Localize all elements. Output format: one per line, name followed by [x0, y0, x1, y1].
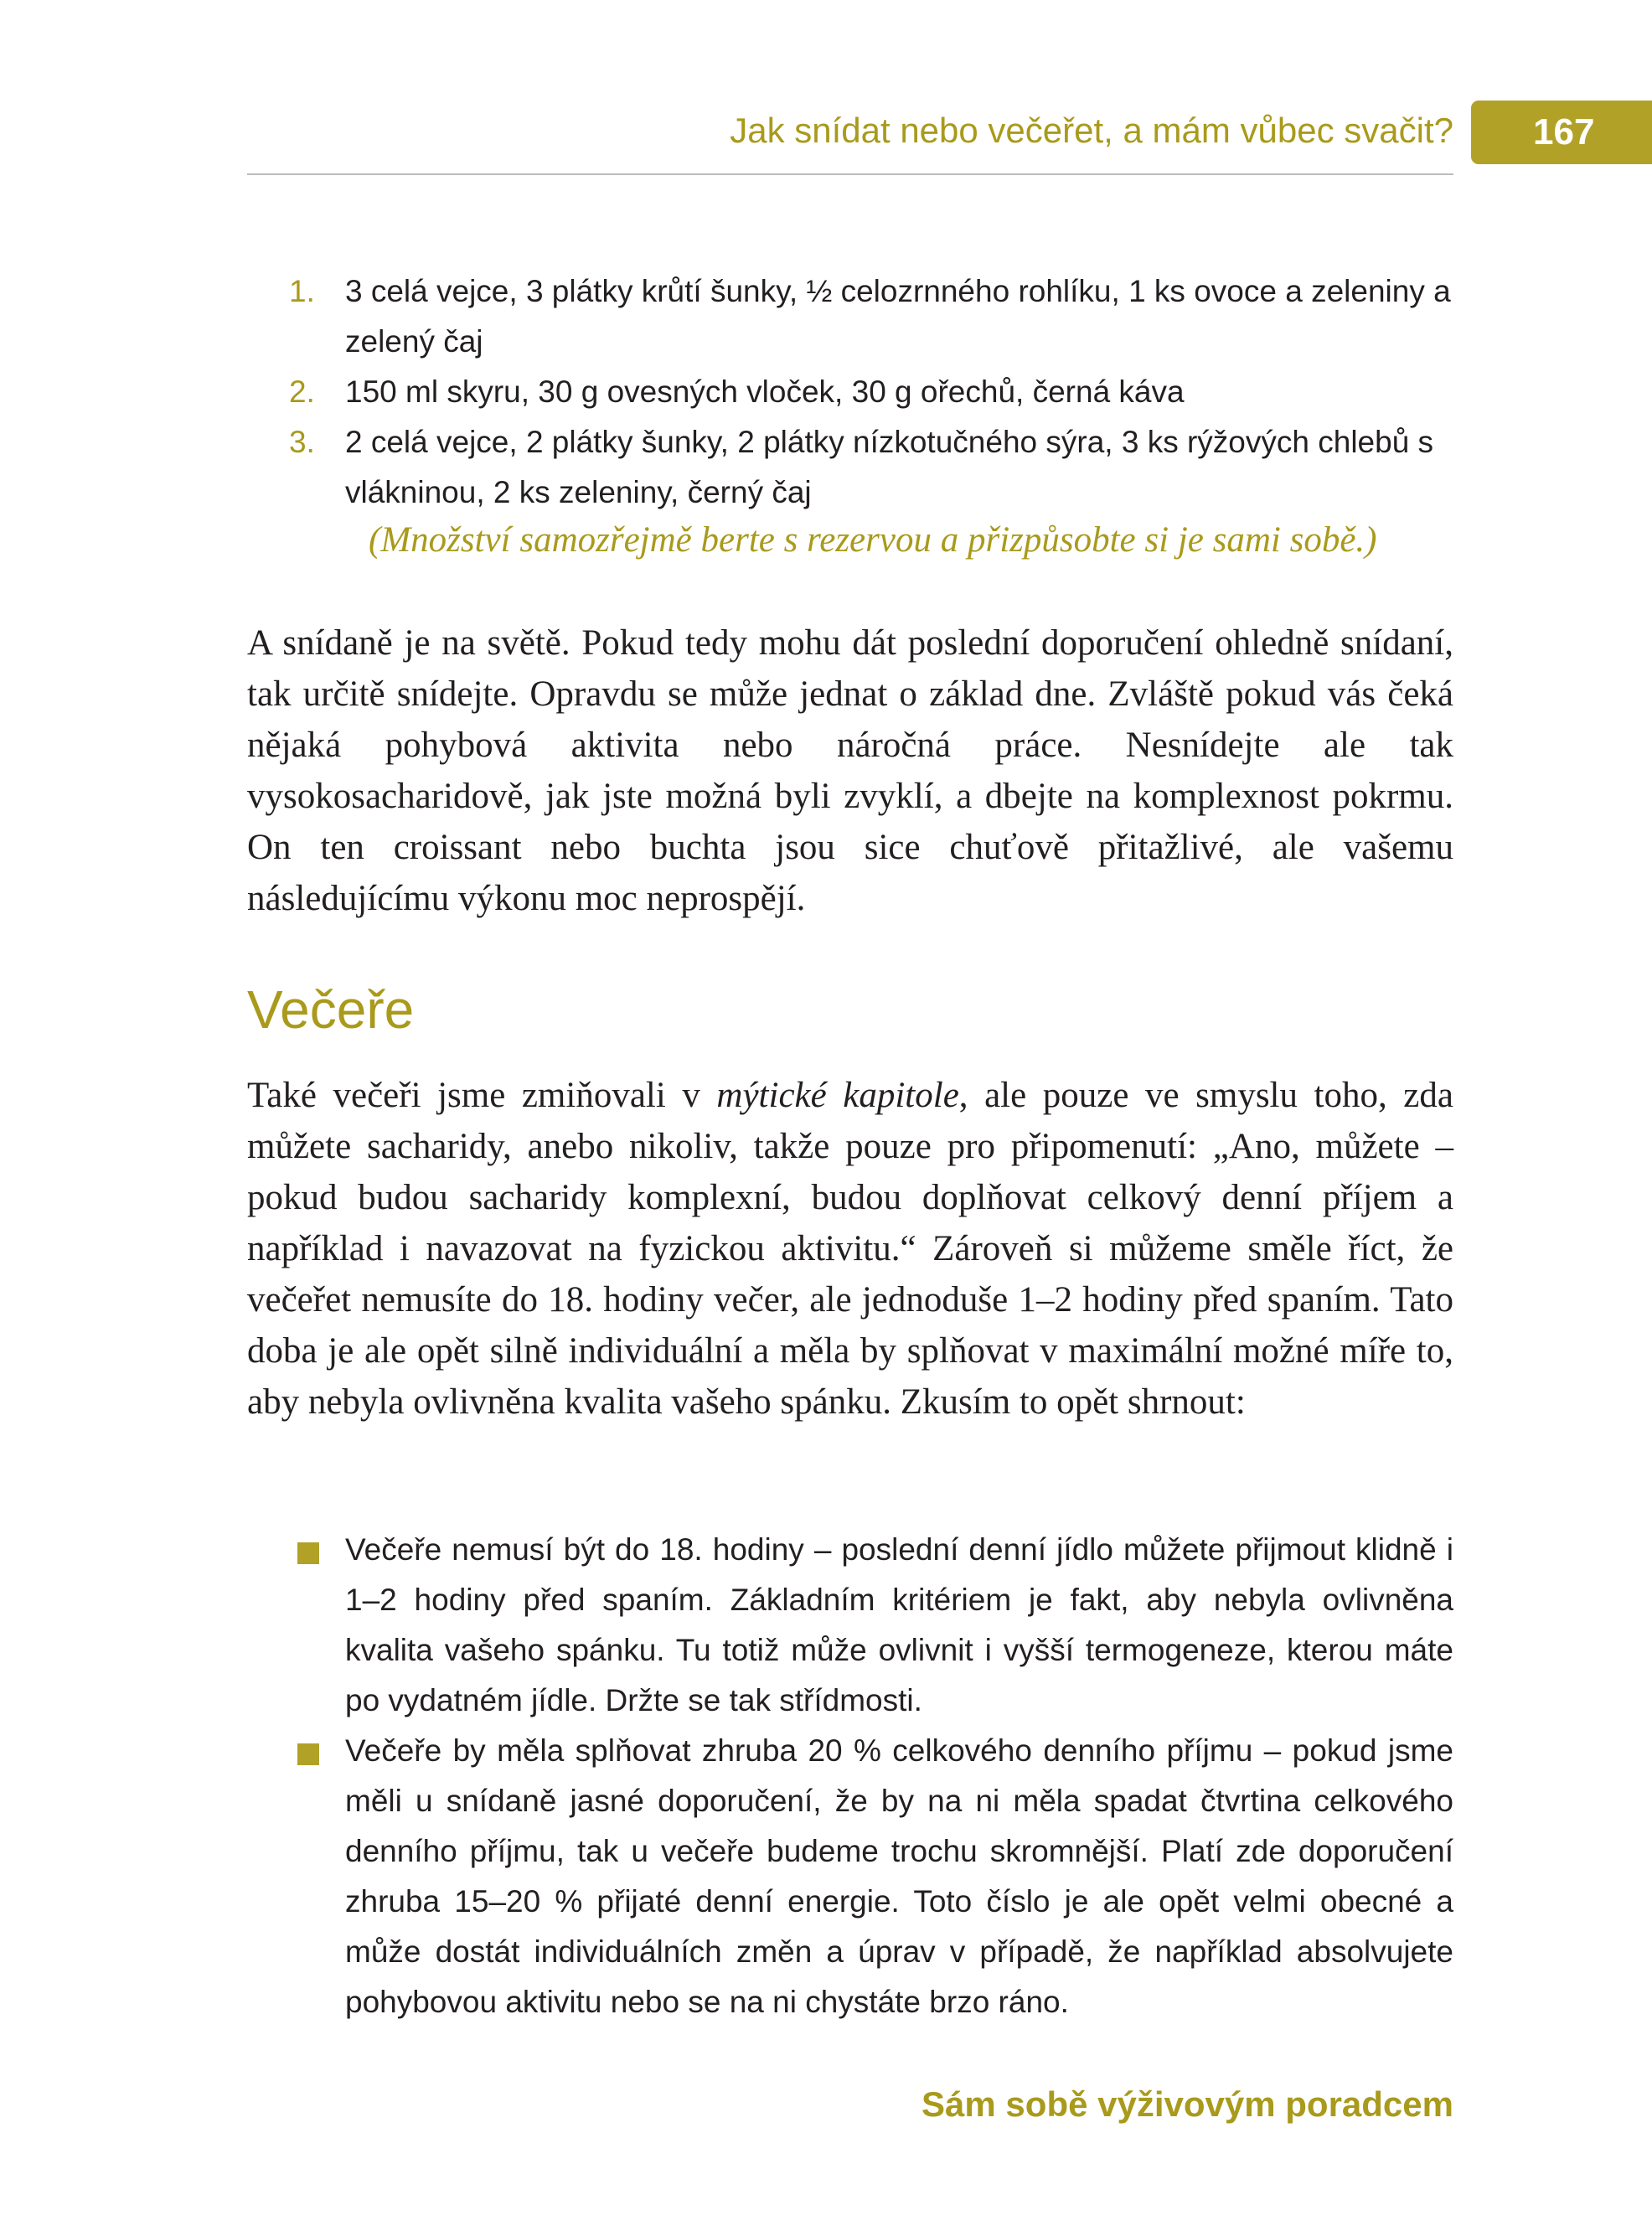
bullet-text: Večeře nemusí být do 18. hodiny – poslední denní jídlo můžete přijmout klidně i 1–2 hodiny před spaním. Základním kritériem je fakt, aby nebyla ovlivněna kvalita vašeho spánku. Tu totiž může ovlivnit i vyšší termogeneze, kterou máte po vydatném jídle. Držte se tak střídmosti.	[345, 1532, 1453, 1717]
list-item	[289, 417, 1453, 518]
running-header	[247, 94, 1652, 178]
paragraph-emphasis: mýtické kapitole	[716, 1076, 959, 1115]
section-heading: Večeře	[247, 979, 415, 1040]
paragraph-text: , ale pouze ve smyslu toho, zda můžete sacharidy, anebo nikoliv, takže pouze pro připomenutí: „Ano, můžete – pokud budou sacharidy komplexní, budou doplňovat celkový denní příjem a například i navazovat na fyzickou aktivitu.“ Zároveň si můžeme směle říct, že večeřet nemusíte do 18. hodiny večer, ale jednoduše 1–2 hodiny před spaním. Tato doba je ale opět silně individuální a měla by splňovat v maximální možné míře to, aby nebyla ovlivněna kvalita vašeho spánku. Zkusím to opět shrnout:	[247, 1076, 1453, 1422]
paragraph-text: Také večeři jsme zmiňovali v	[247, 1076, 717, 1115]
list-item-text: 2 celá vejce, 2 plátky šunky, 2 plátky nízkotučného sýra, 3 ks rýžových chlebů s vlákninou, 2 ks zeleniny, černý čaj	[345, 425, 1434, 509]
header-divider	[247, 173, 1453, 175]
body-paragraph-breakfast: A snídaně je na světě. Pokud tedy mohu dát poslední doporučení ohledně snídaní, tak určitě snídejte. Opravdu se může jednat o základ dne. Zvláště pokud vás čeká nějaká pohybová aktivita nebo náročná práce. Nesnídejte ale tak vysokosacharidově, jak jste možná byli zvyklí, a dbejte na komplexnost pokrmu. On ten croissant nebo buchta jsou sice chuťově přitažlivé, ale vašemu následujícímu výkonu moc neprospějí.	[247, 623, 1453, 918]
list-item-text: 150 ml skyru, 30 g ovesných vloček, 30 g ořechů, černá káva	[345, 374, 1185, 409]
page-number: 167	[1471, 101, 1652, 164]
bullet-item	[297, 1525, 1453, 1726]
list-item-number: 3.	[289, 425, 315, 459]
dinner-bullet-list	[297, 1525, 1453, 2027]
bullet-item	[297, 1726, 1453, 2027]
list-item-text: 3 celá vejce, 3 plátky krůtí šunky, ½ celozrnného rohlíku, 1 ks ovoce a zeleniny a zelený čaj	[345, 274, 1451, 359]
breakfast-numbered-list	[289, 266, 1453, 518]
running-footer: Sám sobě výživovým poradcem	[922, 2084, 1453, 2124]
quantity-note: (Množství samozřejmě berte s rezervou a přizpůsobte si je sami sobě.)	[369, 520, 1377, 560]
bullet-text: Večeře by měla splňovat zhruba 20 % celkového denního příjmu – pokud jsme měli u snídaně jasné doporučení, že by na ni měla spadat čtvrtina celkového denního příjmu, tak u večeře budeme trochu skromnější. Platí zde doporučení zhruba 15–20 % přijaté denní energie. Toto číslo je ale opět velmi obecné a může dostát individuálních změn a úprav v případě, že například absolvujete pohybovou aktivitu nebo se na ni chystáte brzo ráno.	[345, 1733, 1453, 2019]
list-item	[289, 367, 1453, 417]
square-bullet-icon	[297, 1743, 319, 1765]
running-header-title: Jak snídat nebo večeřet, a mám vůbec svačit?	[730, 111, 1453, 150]
square-bullet-icon	[297, 1542, 319, 1564]
list-item	[289, 266, 1453, 367]
list-item-number: 1.	[289, 274, 315, 308]
list-item-number: 2.	[289, 374, 315, 409]
body-paragraph-dinner	[247, 1070, 1453, 1428]
